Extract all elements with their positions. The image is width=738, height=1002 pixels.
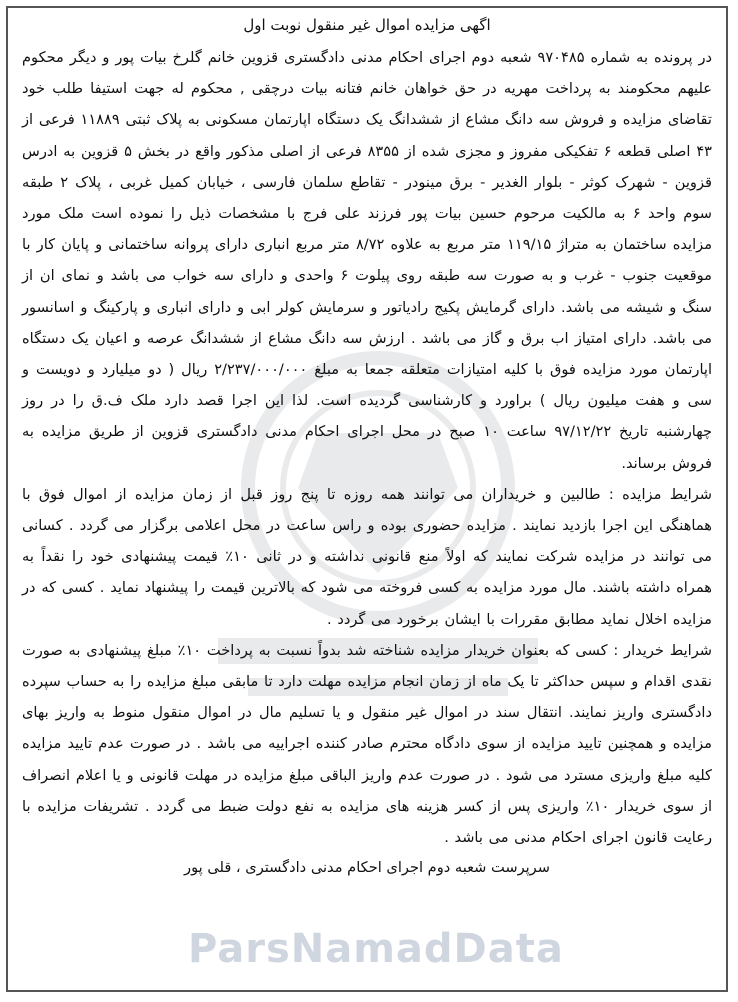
buyer-terms: شرایط خریدار : کسی که بعنوان خریدار مزایده شناخته شد بدواً نسبت به پرداخت ۱۰٪ مبلغ پیشنهادی به صورت نقدی اقدام و سپس حداکثر تا یک ماه از زمان انجام مزایده مهلت دارد تا مابقی مبلغ مزایده را به حساب سپرده دادگستری واریز نمایند. انتقال سند در اموال غیر منقول و یا تسلیم مال در اموال منقول منوط به واریز بهای مزایده و همچنین تایید مزایده از سوی دادگاه محترم صادر کننده اجراییه می باشد . در صورت عدم تایید مزایده کلیه مبلغ واریزی مسترد می شود . در صورت عدم واریز الباقی مبلغ مزایده در مهلت قانونی و یا اعلام انصراف از سوی خریدار ۱۰٪ واریزی پس از کسر هزینه های مزایده به نفع دولت ضبط می گردد . تشریفات مزایده با رعایت قانون اجرای احکام مدنی می باشد .	[22, 641, 713, 847]
notice-body: در پرونده به شماره ۹۷۰۴۸۵ شعبه دوم اجرای احکام مدنی دادگستری قزوین خانم گلرخ بیات پور و دیگر محکوم علیهم محکومند به پرداخت مهریه در حق خواهان خانم فتانه بیات درچقی , محکوم له جهت استیفا طلب خود تقاضای مزایده و فروش سه دانگ مشاع از ششدانگ یک دستگاه اپارتمان مسکونی به پلاک ثبتی ۱۱۸۸۹ فرعی از ۴۳ اصلی قطعه ۶ تفکیکی مفروز و مجزی شده از ۸۳۵۵ فرعی از اصلی مذکور واقع در بخش ۵ قزوین به ادرس قزوین - شهرک کوثر - بلوار الغدیر - برق مینودر - تقاطع سلمان فارسی ، خیابان کمیل غربی ، پلاک ۲ طبقه سوم واحد ۶ به مالکیت مرحوم حسین بیات پور فرزند علی فرج با مشخصات ذیل را نموده است ملک مورد مزایده ساختمان به متراژ ۱۱۹/۱۵ متر مربع به علاوه ۸/۷۲ متر مربع انباری دارای پروانه ساختمانی و پایان کار با موقعیت جنوب - غرب و به صورت سه طبقه روی پیلوت ۶ واحدی و دارای سه خواب می باشد و نمای ان از سنگ و شیشه می باشد. دارای گرمایش پکیج رادیاتور و سرمایش کولر ابی و دارای انباری و پارکینگ و اسانسور می باشد. دارای امتیاز اب برق و گاز می باشد . ارزش سه دانگ مشاع از ششدانگ عرصه و اعیان یک دستگاه اپارتمان مورد مزایده فوق با کلیه امتیازات متعلقه جمعا به مبلغ ۲/۲۳۷/۰۰۰/۰۰۰ ریال ( دو میلیارد و دویست و سی و هفت میلیون ریال ) براورد و کارشناسی گردیده است. لذا این اجرا قصد دارد ملک ف.ق را در روز چهارشنبه تاریخ ۹۷/۱۲/۲۲ ساعت ۱۰ صبح در محل اجرای احکام مدنی دادگستری قزوین از طریق مزایده به فروش برساند.	[22, 49, 713, 472]
notice-content	[22, 12, 712, 883]
watermark-brand-text: ParsNamadData	[188, 926, 564, 972]
signature-line: سرپرست شعبه دوم اجرای احکام مدنی دادگستری ، قلی پور	[184, 859, 550, 877]
notice-title: اگهی مزایده اموال غیر منقول نوبت اول	[243, 16, 491, 34]
auction-terms: شرایط مزایده : طالبین و خریداران می توانند همه روزه تا پنج روز قبل از زمان مزایده از اموال فوق با هماهنگی این اجرا بازدید نمایند . مزایده حضوری بوده و راس ساعت در محل اعلامی برگزار می گردد . کسانی می توانند در مزایده شرکت نمایند که اولاً منع قانونی نداشته و در ثانی ۱۰٪ قیمت پیشنهادی خود را نقداً به همراه داشته باشند. مال مورد مزایده به کسی فروخته می شود که بالاترین قیمت را پیشنهاد نماید . کسی که در مزایده اخلال نماید مطابق مقررات با ایشان برخورد می گردد .	[22, 485, 713, 628]
